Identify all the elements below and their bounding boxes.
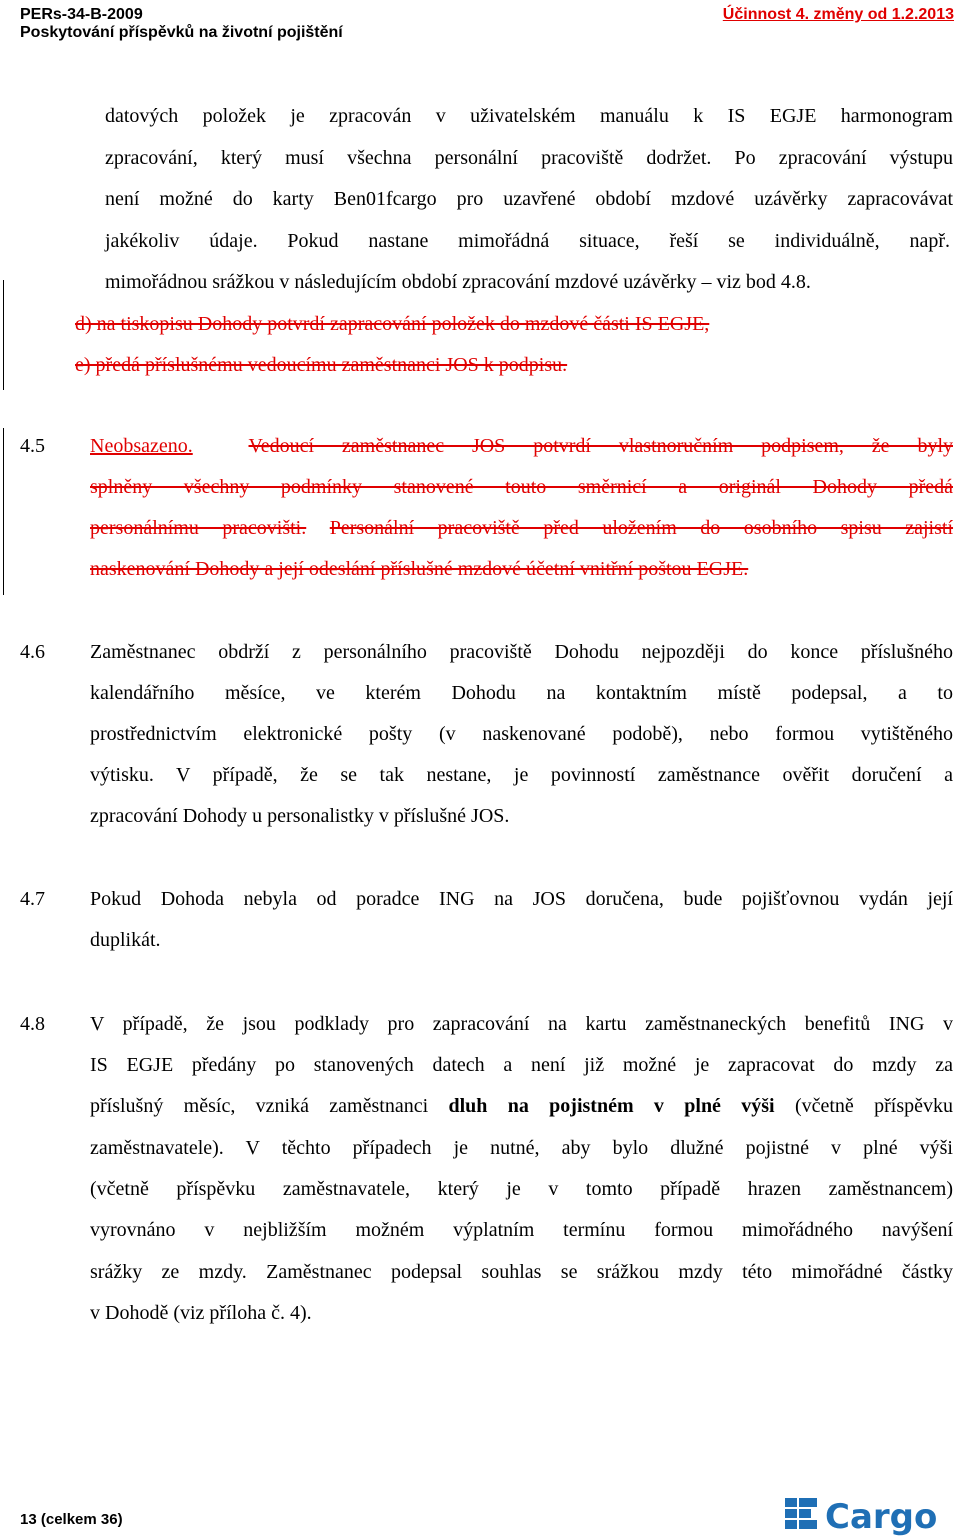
effective-date: Účinnost 4. změny od 1.2.2013 — [722, 6, 954, 23]
section-4-5-line-1 — [90, 433, 953, 459]
bold-text: dluh na pojistném v plné výši — [448, 1095, 775, 1117]
deleted-text: Personální pracoviště před uložením do osobního spisu zajistí — [329, 517, 954, 539]
section-number-4-6: 4.6 — [20, 641, 45, 663]
section-4-7-line-2: duplikát. — [90, 929, 161, 951]
deleted-text: Vedoucí zaměstnanec JOS potvrdí vlastnoručním podpisem, že byly — [248, 435, 953, 457]
deleted-item-d: d) na tiskopisu Dohody potvrdí zapracování položek do mzdové části IS EGJE, — [75, 313, 710, 335]
section-4-8-line-7: srážky ze mzdy. Zaměstnanec podepsal souhlas se srážkou mzdy této mimořádné částky — [90, 1261, 953, 1283]
section-4-8-line-3 — [90, 1093, 953, 1119]
intro-line-3: není možné do karty Ben01fcargo pro uzavřené období mzdové uzávěrky zapracovávat — [105, 188, 953, 210]
section-4-6-line-1: Zaměstnanec obdrží z personálního pracoviště Dohodu nejpozději do konce příslušného — [90, 641, 953, 663]
section-4-8-line-1: V případě, že jsou podklady pro zapracování na kartu zaměstnaneckých benefitů ING v — [90, 1013, 953, 1035]
section-4-5-line-2: splněny všechny podmínky stanovené touto směrnicí a originál Dohody předá — [90, 476, 953, 498]
cargo-logo — [783, 1490, 960, 1536]
deleted-text: personálnímu pracovišti. — [90, 517, 307, 539]
intro-line-1: datových položek je zpracován v uživatelském manuálu k IS EGJE harmonogram — [105, 105, 953, 127]
text-segment: příslušný měsíc, vzniká zaměstnanci — [90, 1095, 429, 1117]
inserted-text: Neobsazeno. — [90, 435, 193, 457]
section-4-6-line-2: kalendářního měsíce, ve kterém Dohodu na kontaktním místě podepsal, a to — [90, 682, 953, 704]
section-4-6-line-5: zpracování Dohody u personalistky v příslušné JOS. — [90, 805, 510, 827]
section-4-5-line-3 — [90, 515, 953, 541]
document-title: Poskytování příspěvků na životní pojištění — [20, 24, 343, 41]
logo-text: Cargo — [825, 1497, 938, 1536]
section-4-8-line-4: zaměstnavatele). V těchto případech je nutné, aby bylo dlužné pojistné v plné výši — [90, 1137, 953, 1159]
section-number-4-5: 4.5 — [20, 435, 45, 457]
intro-line-4: jakékoliv údaje. Pokud nastane mimořádná situace, řeší se individuálně, např. — [105, 230, 950, 252]
section-4-7-line-1: Pokud Dohoda nebyla od poradce ING na JOS doručena, bude pojišťovnou vydán její — [90, 888, 953, 910]
intro-line-2: zpracování, který musí všechna personální pracoviště dodržet. Po zpracování výstupu — [105, 147, 953, 169]
section-4-8-line-6: vyrovnáno v nejbližším možném výplatním termínu formou mimořádného navýšení — [90, 1219, 953, 1241]
section-4-5-line-4: naskenování Dohody a její odeslání příslušné mzdové účetní vnitřní poštou EGJE. — [90, 558, 749, 580]
page-number: 13 (celkem 36) — [20, 1511, 123, 1528]
section-4-8-line-5: (včetně příspěvku zaměstnavatele, který je v tomto případě hrazen zaměstnancem) — [90, 1178, 953, 1200]
section-4-6-line-3: prostřednictvím elektronické pošty (v naskenované podobě), nebo formou vytištěného — [90, 723, 953, 745]
change-bar — [3, 280, 4, 390]
text-segment: (včetně příspěvku — [794, 1095, 953, 1117]
section-number-4-8: 4.8 — [20, 1013, 45, 1035]
section-4-8-line-2: IS EGJE předány po stanovených datech a není již možné je zapracovat do mzdy za — [90, 1054, 953, 1076]
section-number-4-7: 4.7 — [20, 888, 45, 910]
document-id: PERs-34-B-2009 — [20, 6, 143, 23]
section-4-6-line-4: výtisku. V případě, že se tak nestane, je povinností zaměstnance ověřit doručení a — [90, 764, 953, 786]
deleted-item-e: e) předá příslušnému vedoucímu zaměstnanci JOS k podpisu. — [75, 354, 568, 376]
intro-line-5: mimořádnou srážkou v následujícím období zpracování mzdové uzávěrky – viz bod 4.8. — [105, 271, 811, 293]
section-4-8-line-8: v Dohodě (viz příloha č. 4). — [90, 1302, 312, 1324]
change-bar — [3, 428, 4, 595]
